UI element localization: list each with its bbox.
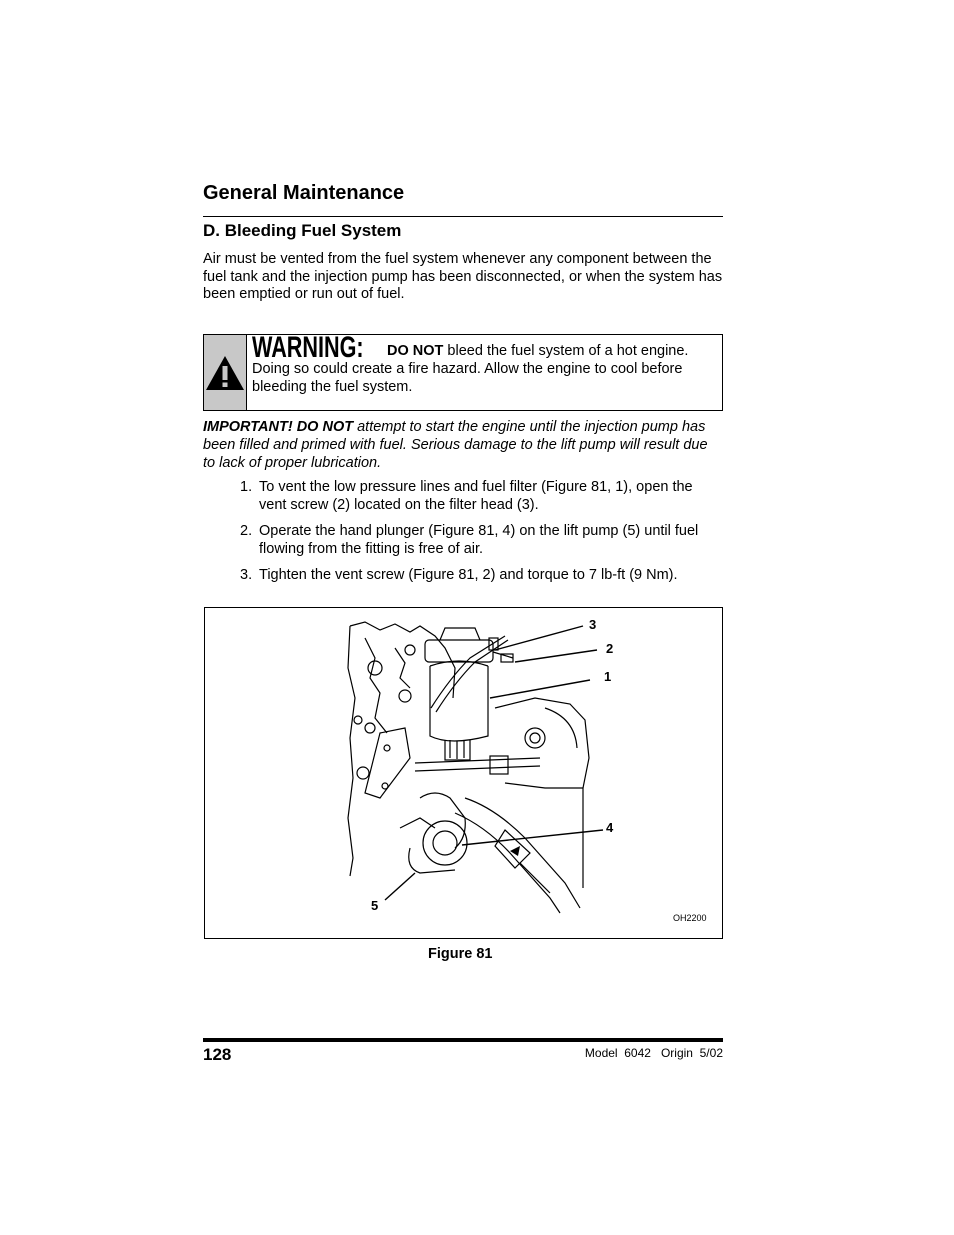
callout-2: 2	[606, 641, 614, 656]
warning-box	[203, 331, 723, 411]
step-item	[240, 567, 724, 585]
callout-5: 5	[371, 898, 379, 913]
procedure-steps	[240, 479, 724, 594]
step-item	[240, 523, 724, 558]
footer-model-text: Model 6042 Origin 5/02	[584, 1046, 723, 1060]
figure-caption: Figure 81	[428, 946, 493, 962]
step-item	[240, 479, 724, 514]
figure-code: OH2200	[673, 913, 707, 923]
footer-rule	[203, 1038, 723, 1042]
warning-triangle-icon	[204, 354, 246, 392]
fuel-system-illustration	[205, 608, 722, 938]
important-body: attempt to start the engine until the injection pump has been filled and primed with fuel. Serious damage to the lift pump will result due to lack of proper lubrication.	[203, 419, 708, 471]
step-text: Operate the hand plunger (Figure 81, 4) on the lift pump (5) until fuel flowing from the fitting is free of air.	[259, 523, 699, 557]
figure-81-box	[204, 607, 723, 939]
step-number: 3.	[240, 567, 253, 583]
subsection-title: D. Bleeding Fuel System	[203, 221, 402, 240]
callout-3: 3	[589, 617, 597, 632]
warning-label: WARNING:	[252, 331, 364, 364]
warning-text	[247, 331, 722, 410]
header-rule	[203, 216, 723, 217]
callout-1: 1	[604, 669, 612, 684]
step-number: 1.	[240, 479, 253, 495]
step-text: Tighten the vent screw (Figure 81, 2) and torque to 7 lb-ft (9 Nm).	[259, 567, 678, 583]
warning-icon-cell	[204, 335, 247, 410]
callout-4: 4	[606, 820, 614, 835]
section-title: General Maintenance	[203, 182, 405, 204]
page-number: 128	[203, 1045, 232, 1064]
warning-emphasis: DO NOT	[387, 343, 444, 359]
intro-paragraph: Air must be vented from the fuel system whenever any component between the fuel tank and the injection pump has been disconnected, or when the system has been emptied or run out of fuel.	[203, 251, 723, 302]
step-text: To vent the low pressure lines and fuel filter (Figure 81, 1), open the vent screw (2) located on the filter head (3).	[259, 479, 693, 513]
step-number: 2.	[240, 523, 253, 539]
warning-body: bleed the fuel system of a hot engine. Doing so could create a fire hazard. Allow the engine to cool before bleeding the fuel system.	[252, 343, 689, 395]
important-emphasis: IMPORTANT! DO NOT	[203, 419, 354, 435]
footer-model-info	[585, 1046, 723, 1060]
important-note	[203, 418, 723, 472]
